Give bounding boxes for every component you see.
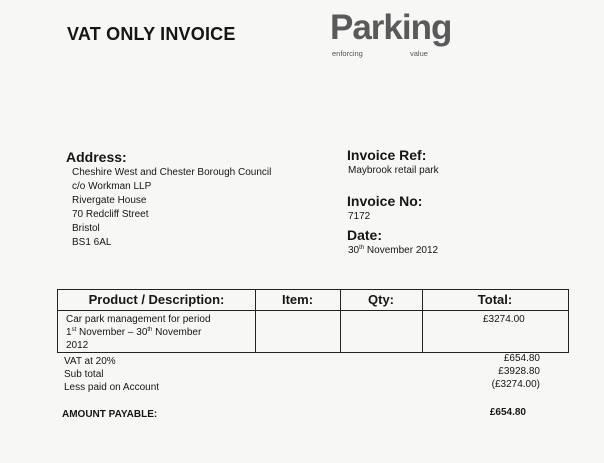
description-date-start: 1 [66,327,72,338]
line-items-table [57,289,569,353]
description-end: November [152,327,202,338]
logo-tagline-left: enforcing [332,49,363,58]
description-mid: November – 30 [76,327,148,338]
invoice-ref-value: Maybrook retail park [348,165,439,176]
date-suffix: th [359,245,365,251]
address-line: Bristol [72,223,100,234]
document-title: VAT ONLY INVOICE [67,24,236,44]
description-sup: st [71,327,77,333]
address-line: Rivergate House [72,195,147,206]
date-day: 30 [348,245,360,256]
table-row-description [66,313,211,352]
address-heading: Address: [66,149,127,165]
invoice-no-value: 7172 [348,211,371,222]
address-line: 70 Redcliff Street [72,209,149,220]
address-line: Cheshire West and Chester Borough Council [72,167,272,178]
address-line: c/o Workman LLP [72,181,152,192]
table-row-total: £3274.00 [483,314,525,325]
description-line: Car park management for period [66,314,211,325]
summary-label-paid: Less paid on Account [64,382,160,393]
header-total: Total: [477,292,513,307]
summary-labels [64,355,159,394]
amount-payable-label: AMOUNT PAYABLE: [62,409,158,420]
logo-wordmark: Parking [330,8,452,47]
description-line [66,326,211,339]
address-block [72,166,271,250]
summary-label-vat: VAT at 20% [64,356,116,367]
invoice-ref-label: Invoice Ref: [347,147,427,163]
logo-tagline-right: value [410,49,428,58]
summary-value-subtotal: £3928.80 [498,366,540,377]
summary-value-vat: £654.80 [503,353,540,364]
summary-values [460,352,540,391]
header-product-description: Product / Description: [88,292,225,307]
header-item: Item: [281,292,314,307]
parking-logo [330,8,470,64]
summary-label-subtotal: Sub total [64,369,104,380]
table-header-divider [58,310,568,311]
date-label: Date: [347,227,383,243]
address-line: BS1 6AL [72,237,112,248]
header-qty: Qty: [368,292,394,307]
description-line: 2012 [66,340,89,351]
invoice-no-label: Invoice No: [347,193,423,209]
amount-payable-value: £654.80 [489,407,526,418]
summary-value-paid: (£3274.00) [491,379,540,390]
date-value [348,244,438,258]
description-sup: th [147,327,153,333]
date-rest: November 2012 [364,245,439,256]
